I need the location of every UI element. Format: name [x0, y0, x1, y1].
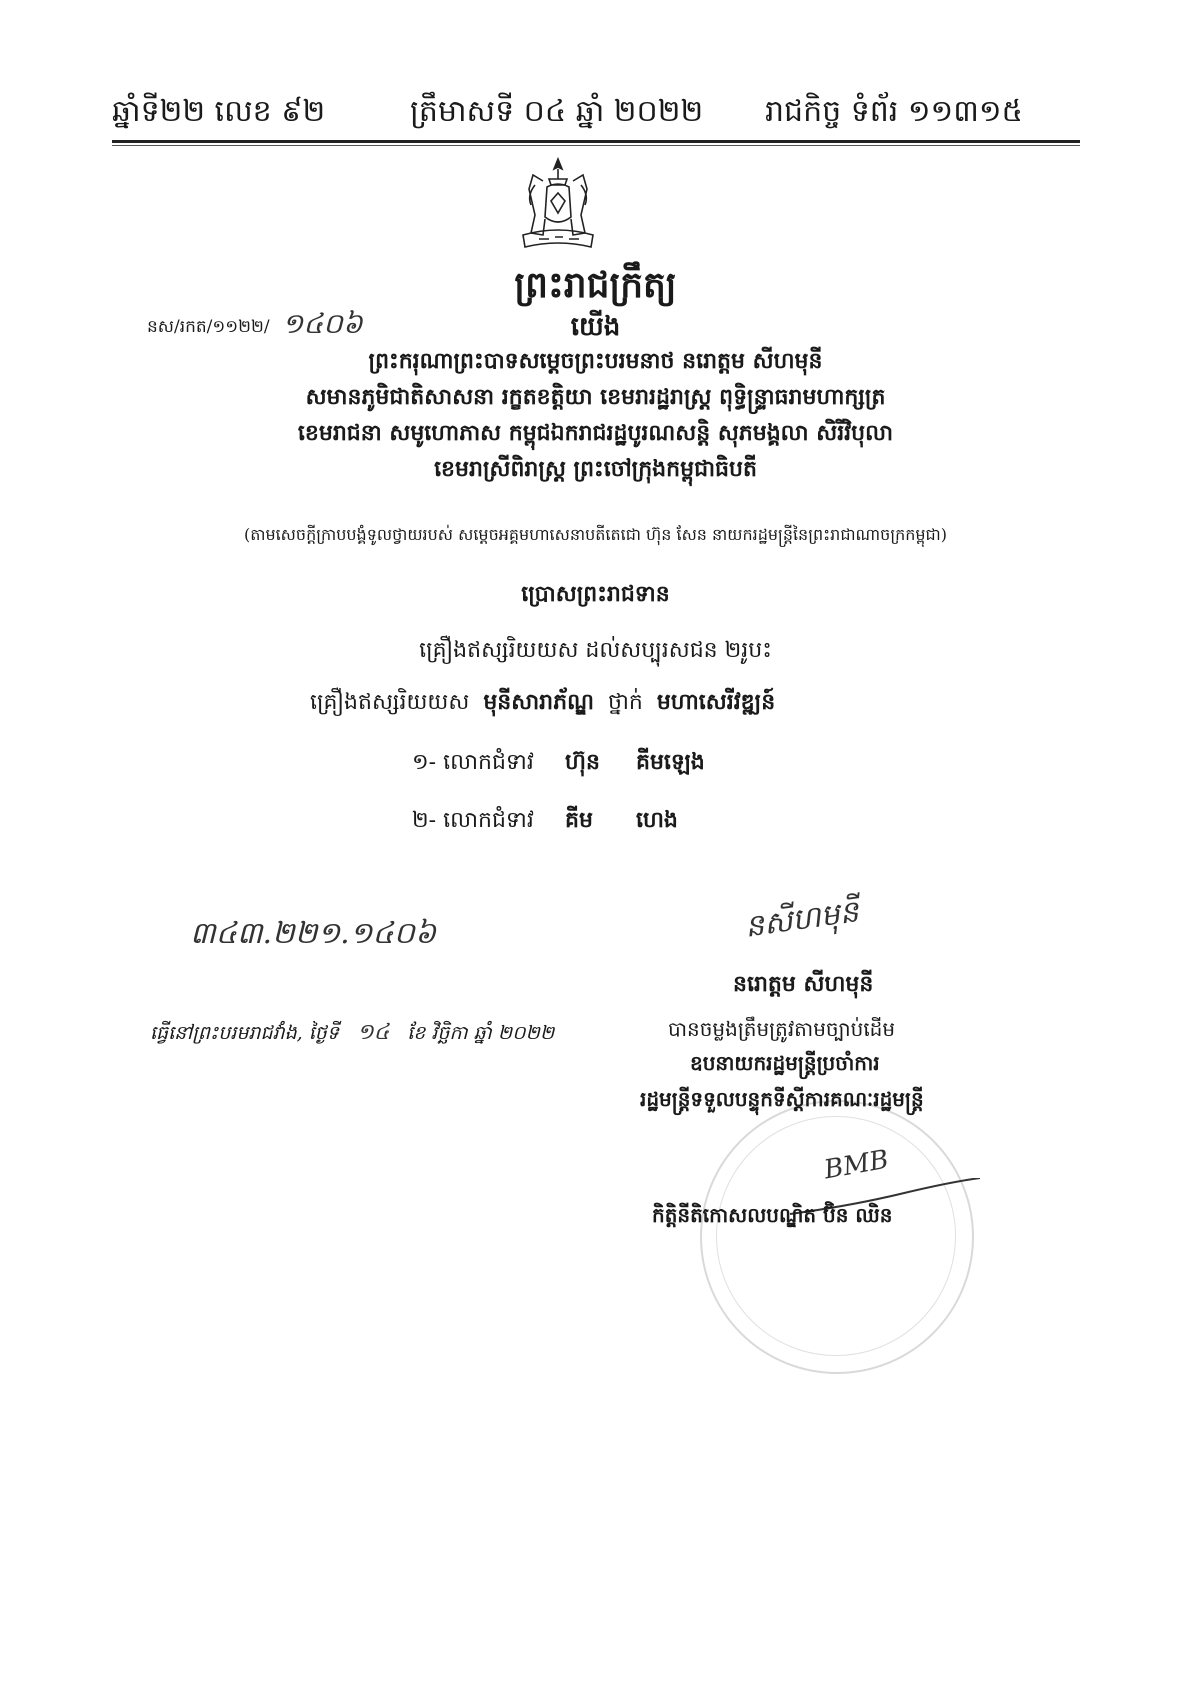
deputy-pm-line: ឧបនាយករដ្ឋមន្ត្រីប្រចាំការ — [690, 1051, 880, 1075]
decree-reference: នស/រកត/១១២២/ — [147, 317, 270, 337]
header-rule — [112, 140, 1080, 143]
king-title-line-2: សមានភូមិជាតិសាសនា រក្ខតខត្តិយា ខេមរារដ្ឋរាស្ត្រ ពុទ្ធិន្ទ្រាធរាមហាក្សត្រ — [305, 384, 886, 410]
medal-name: មុនីសារាភ័ណ្ឌ — [483, 689, 594, 715]
gazette-date: ត្រឹមាសទី ០៤ ឆ្នាំ ២០២២ — [410, 94, 704, 129]
recipient-honorific: លោកជំទាវ — [443, 750, 534, 775]
medal-line: គ្រឿងឥស្សរិយយស ដល់សប្បុរសជន ២រូបះ — [419, 638, 772, 663]
signatory-name: នរោត្តម សីហមុនី — [733, 971, 874, 997]
gazette-page-number: រាជកិច្ច ទំព័រ ១១៣១៥ — [765, 94, 1023, 129]
recipient-index: ១- — [412, 750, 437, 775]
gazette-year-number: ឆ្នាំទី២២ លេខ ៩២ — [112, 94, 326, 129]
medal-type-line — [310, 688, 775, 720]
king-title-line-3: ខេមរាជនា សមូហោភាស កម្ពុជឯករាជរដ្ឋបូរណសន្តិ សុភមង្គលា សិរីវិបុលា — [297, 420, 894, 446]
proposal-line: (តាមសេចក្តីក្រាបបង្គំទូលថ្វាយរបស់ សម្តេចអគ្គមហាសេនាបតីតេជោ ហ៊ុន សែន នាយករដ្ឋមន្ត្រីនៃព្រះរាជាណាចក្រកម្ពុជា) — [243, 525, 948, 544]
place-date-text: ធ្វើនៅព្រះបរមរាជវាំង, ថ្ងៃទី — [150, 1022, 339, 1044]
recipient-row — [412, 748, 534, 780]
medal-prefix: គ្រឿងឥស្សរិយយស — [310, 690, 470, 715]
header-rule-thin — [112, 145, 1080, 146]
official-seal-inner-ring — [716, 1116, 956, 1356]
grant-heading: ប្រោសព្រះរាជទាន — [521, 581, 670, 607]
decree-reference-handwritten: ១៤០៦ — [282, 307, 363, 340]
king-signature: នសីហមុនី — [742, 894, 861, 945]
recipient-row — [412, 806, 534, 838]
recipient-given-name: ហេង — [636, 807, 678, 833]
minister-signature: BMB — [821, 1144, 891, 1186]
medal-class-label: ថ្នាក់ — [607, 690, 643, 715]
place-date-day: ១៤ — [356, 1020, 390, 1045]
certified-copy-line: បានចម្លងត្រឹមត្រូវតាមច្បាប់ដើម — [668, 1017, 896, 1041]
handwritten-registration-number: ៣៤៣.២២១.១៤០៦ — [190, 916, 437, 951]
place-date-month-year: ខែ វិច្ឆិកា ឆ្នាំ ២០២២ — [407, 1022, 555, 1044]
king-title-line-1: ព្រះករុណាព្រះបាទសម្តេចព្រះបរមនាថ នរោត្តម សីហមុនី — [368, 348, 823, 374]
recipient-surname: គីម — [565, 807, 593, 833]
recipient-surname: ហ៊ុន — [565, 749, 600, 775]
decree-title: ព្រះរាជក្រឹត្យ — [514, 264, 677, 306]
decree-we: យើង — [570, 312, 621, 342]
recipient-honorific: លោកជំទាវ — [443, 808, 534, 833]
recipient-given-name: គីមឡេង — [636, 749, 705, 775]
minister-name: កិត្តិនីតិកោសលបណ្ឌិត ប៊ិន ឈិន — [652, 1203, 893, 1227]
place-date-line — [150, 1018, 554, 1050]
medal-class-name: មហាសេរីវឌ្ឍន៍ — [656, 689, 776, 715]
royal-coat-of-arms-icon — [513, 155, 603, 255]
recipient-index: ២- — [412, 808, 437, 833]
minister-office-line: រដ្ឋមន្ត្រីទទួលបន្ទុកទីស្តីការគណៈរដ្ឋមន្ត្រី — [640, 1087, 924, 1111]
king-title-line-4: ខេមរាស្រីពិរាស្ត្រ ព្រះចៅក្រុងកម្ពុជាធិបតី — [434, 456, 757, 482]
